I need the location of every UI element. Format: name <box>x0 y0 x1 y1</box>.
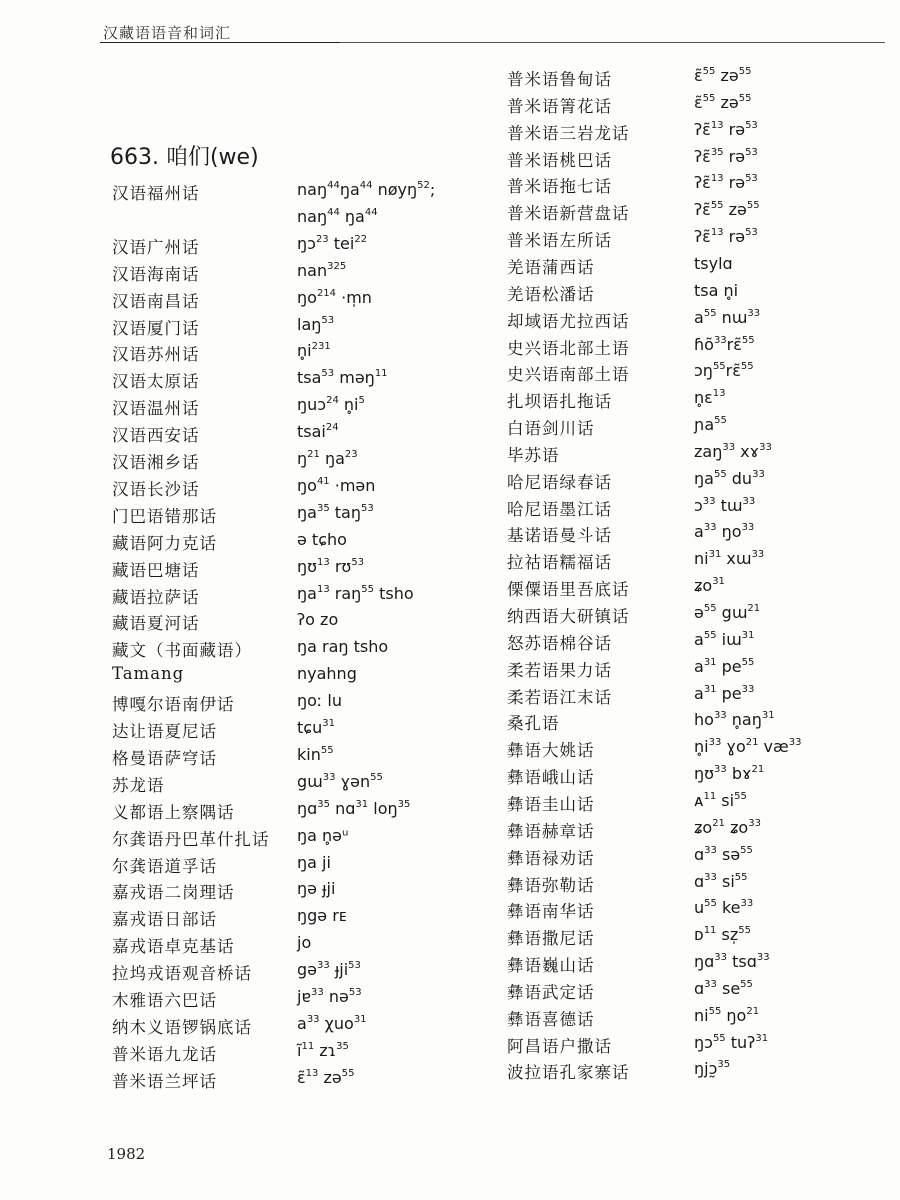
ipa-form: gə$^{33}$ ɟji$^{53}$ <box>297 960 361 980</box>
right-column <box>507 66 887 1116</box>
ipa-form: $a^{55}$ iɯ$^{31}$ <box>694 629 755 649</box>
ipa-form: ᴅ$^{11}$ sz̩$^{55}$ <box>694 925 751 945</box>
ipa-form: ŋʊ$^{33}$ bɤ$^{21}$ <box>694 764 765 784</box>
ipa-form: $naŋ^{44}ŋa^{44}$ nøyŋ$^{52}$; <box>297 180 436 199</box>
language-name: 普米语箐花话 <box>507 96 612 116</box>
language-name: 毕苏语 <box>507 445 560 465</box>
language-name: 嘉戎语卓克基话 <box>112 937 235 957</box>
ipa-form: $ŋa^{35}$ taŋ$^{53}$ <box>297 502 374 522</box>
ipa-form: ɛ̃$^{55}$ zə$^{55}$ <box>694 92 752 112</box>
ipa-form: $ŋ^{21}$ $ŋa^{23}$ <box>297 449 358 468</box>
running-head: 汉藏语语音和词汇 <box>103 24 232 42</box>
ipa-form: ɑ$^{33}$ $se^{55}$ <box>694 978 753 998</box>
language-name: 汉语广州话 <box>112 237 200 257</box>
language-name: 彝语撒尼话 <box>507 929 595 949</box>
ipa-form: tɕu$^{31}$ <box>297 718 335 737</box>
ipa-form: ɑ$^{33}$ $si^{55}$ <box>694 871 748 891</box>
language-name: 彝语南华话 <box>507 902 595 922</box>
ipa-form: ɦõ$^{33}$rɛ̃$^{55}$ <box>694 334 755 354</box>
ipa-form: $ŋa^{55}$ $du^{33}$ <box>694 468 765 488</box>
language-name: 却域语尤拉西话 <box>507 311 630 331</box>
ipa-form: $a^{31}$ $pe^{33}$ <box>694 683 755 703</box>
language-name: 汉语湘乡话 <box>112 453 200 472</box>
ipa-form: $ni^{31}$ xɯ$^{33}$ <box>694 549 765 569</box>
language-name: 普米语桃巴话 <box>507 150 612 170</box>
ipa-form: ŋa n̥əᵘ <box>297 825 349 845</box>
header-rule-accent <box>100 42 340 43</box>
ipa-form: ŋjɔ̰$^{35}$ <box>694 1059 731 1079</box>
language-name: 史兴语南部土语 <box>507 365 630 385</box>
language-name: 基诺语曼斗话 <box>507 526 612 546</box>
language-name: 格曼语萨穹话 <box>112 748 217 768</box>
language-name: 彝语峨山话 <box>507 768 595 788</box>
language-name: 傈僳语里吾底话 <box>507 580 630 600</box>
ipa-form: ɛ̃$^{55}$ zə$^{55}$ <box>694 66 752 85</box>
language-name: 拉坞戎语观音桥话 <box>112 964 252 984</box>
ipa-form: ŋuɔ$^{24}$ $n̥i^5$ <box>297 395 365 415</box>
language-name: 藏语巴塘话 <box>112 560 200 580</box>
language-name: 汉语南昌话 <box>112 291 200 311</box>
ipa-form: kin$^{55}$ <box>297 744 334 764</box>
ipa-form: ŋɑ$^{33}$ tsɑ$^{33}$ <box>694 952 770 972</box>
language-name: 苏龙语 <box>112 775 165 795</box>
language-name: 汉语温州话 <box>112 399 200 419</box>
language-name: 普米语九龙话 <box>112 1044 217 1064</box>
language-name: 普米语三岩龙话 <box>507 123 630 143</box>
page-number: 1982 <box>107 1145 146 1163</box>
ipa-form: jo <box>297 933 312 953</box>
ipa-form: ɑ$^{33}$ sə$^{55}$ <box>694 844 753 864</box>
ipa-form: ɔŋ$^{55}$rɛ̃$^{55}$ <box>694 361 754 381</box>
language-name: 藏文（书面藏语） <box>112 641 252 661</box>
language-name: 怒苏语棉谷话 <box>507 633 612 653</box>
ipa-form: $ŋo^{214}$ ·m̩n <box>297 287 372 307</box>
language-name: 彝语巍山话 <box>507 956 595 976</box>
language-name: 汉语海南话 <box>112 264 200 284</box>
ipa-form: $ĩ^{11}$ zɿ$^{35}$ <box>297 1040 349 1060</box>
language-name: 波拉语孔家寨话 <box>507 1063 630 1083</box>
ipa-form: tsylɑ <box>694 253 733 273</box>
language-name: 普米语拖七话 <box>507 177 612 197</box>
ipa-form: ə tɕho <box>297 529 347 549</box>
ipa-form: jɐ$^{33}$ nə$^{53}$ <box>297 987 362 1006</box>
ipa-form: ʔɛ̃$^{55}$ zə$^{55}$ <box>694 200 760 220</box>
ipa-form: ɛ̃$^{13}$ zə$^{55}$ <box>297 1067 355 1087</box>
language-name: 普米语鲁甸话 <box>507 70 612 89</box>
ipa-form: ŋɔ$^{23}$ tei$^{22}$ <box>297 233 368 253</box>
language-name: 汉语福州话 <box>112 184 200 203</box>
ipa-form: $a^{33}$ χuo$^{31}$ <box>297 1013 367 1033</box>
language-name: 义都语上察隅话 <box>112 802 235 822</box>
left-column <box>112 180 472 1120</box>
language-name: 木雅语六巴话 <box>112 991 217 1010</box>
language-name: 汉语太原话 <box>112 372 200 392</box>
language-name: 纳西语大研镇话 <box>507 607 630 626</box>
ipa-form: ʔɛ̃$^{13}$ rə$^{53}$ <box>694 173 758 193</box>
language-name: 藏语拉萨话 <box>112 587 200 607</box>
language-name: 纳木义语锣锅底话 <box>112 1017 252 1037</box>
language-name: 彝语禄劝话 <box>507 848 595 868</box>
ipa-form: tsa n̥i <box>694 280 739 300</box>
ipa-form: ʔɛ̃$^{35}$ rə$^{53}$ <box>694 146 758 166</box>
ipa-form: $a^{55}$ nɯ$^{33}$ <box>694 307 761 327</box>
ipa-form: nyahng <box>297 664 357 684</box>
ipa-form: $n̥i^{33}$ ɣo$^{21}$ $væ^{33}$ <box>694 737 802 757</box>
ipa-form: $ŋo^{41}$ ·mən <box>297 475 376 495</box>
language-name: 彝语武定话 <box>507 982 595 1002</box>
ipa-form: tsai$^{24}$ <box>297 422 339 442</box>
ipa-form: $n̥i^{231}$ <box>297 341 331 361</box>
language-name: 尔龚语丹巴革什扎话 <box>112 829 270 849</box>
language-name: 博嘎尔语南伊话 <box>112 695 235 715</box>
language-name: 阿昌语户撒话 <box>507 1036 612 1056</box>
ipa-form: $a^{33}$ $ŋo^{33}$ <box>694 522 755 542</box>
language-name: 彝语圭山话 <box>507 794 595 814</box>
ipa-form: ə$^{55}$ gɯ$^{21}$ <box>694 603 761 622</box>
language-name: 汉语苏州话 <box>112 345 200 365</box>
ipa-form: $a^{31}$ $pe^{55}$ <box>694 656 755 676</box>
language-name: Tamang <box>112 664 185 684</box>
language-name: 藏语阿力克话 <box>112 533 217 553</box>
ipa-form: ᴀ$^{11}$ $si^{55}$ <box>694 790 747 810</box>
ipa-form: tsa$^{53}$ məŋ$^{11}$ <box>297 368 388 388</box>
language-name: 哈尼语绿春话 <box>507 472 612 492</box>
language-name: 汉语厦门话 <box>112 318 200 338</box>
language-name: 嘉戎语日部话 <box>112 910 217 930</box>
language-name: 彝语喜德话 <box>507 1009 595 1029</box>
ipa-form: ŋɔ$^{55}$ tuʔ$^{31}$ <box>694 1032 769 1052</box>
entry-title: 663. 咱们(we) <box>110 145 259 170</box>
language-name: 扎坝语扎拖话 <box>507 392 612 412</box>
language-name: 嘉戎语二岗理话 <box>112 883 235 903</box>
ipa-form: ŋoː lu <box>297 691 342 711</box>
language-name: 羌语松潘话 <box>507 284 595 304</box>
ipa-form: ɔ$^{33}$ tɯ$^{33}$ <box>694 495 756 515</box>
language-name: 拉祜语糯福话 <box>507 553 612 573</box>
ipa-form: $ho^{33}$ $n̥aŋ^{31}$ <box>694 710 775 730</box>
language-name: 普米语左所话 <box>507 231 612 251</box>
language-name: 藏语夏河话 <box>112 614 200 634</box>
language-name: 哈尼语墨江话 <box>507 499 612 519</box>
language-name: 桑孔语 <box>507 714 560 734</box>
language-name: 柔若语果力话 <box>507 660 612 680</box>
ipa-form: $ni^{55}$ $ŋo^{21}$ <box>694 1005 760 1025</box>
language-name: 普米语兰坪话 <box>112 1071 217 1091</box>
ipa-form: ŋa ji <box>297 852 331 872</box>
language-name: 尔龚语道孚话 <box>112 856 217 876</box>
language-name: 门巴语错那话 <box>112 506 217 526</box>
ipa-form: ŋa raŋ tsho <box>297 637 389 657</box>
language-name: 柔若语江末话 <box>507 687 612 707</box>
ipa-form: gɯ$^{33}$ ɣən$^{55}$ <box>297 771 383 791</box>
language-name: 羌语蒲西话 <box>507 257 595 277</box>
ipa-form: ɲa$^{55}$ <box>694 415 727 435</box>
language-name: 彝语赫章话 <box>507 821 595 841</box>
ipa-form: zaŋ$^{33}$ xɤ$^{33}$ <box>694 441 772 461</box>
language-name: 达让语夏尼话 <box>112 722 217 741</box>
ipa-form: nan$^{325}$ <box>297 260 347 280</box>
language-name: 白语剑川话 <box>507 419 595 439</box>
language-name: 彝语弥勒话 <box>507 875 595 895</box>
ipa-form: ŋɑ$^{35}$ nɑ$^{31}$ loŋ$^{35}$ <box>297 798 411 818</box>
ipa-form: $ŋa^{13}$ raŋ$^{55}$ tsho <box>297 583 414 603</box>
ipa-form: ʔɛ̃$^{13}$ rə$^{53}$ <box>694 227 758 247</box>
language-name: 汉语西安话 <box>112 426 200 446</box>
language-name: 普米语新营盘话 <box>507 204 630 224</box>
language-name: 彝语大姚话 <box>507 741 595 761</box>
language-name: 汉语长沙话 <box>112 479 200 499</box>
language-name: 史兴语北部土语 <box>507 338 630 358</box>
ipa-form: ŋgə rᴇ <box>297 906 347 926</box>
ipa-form: ʔɛ̃$^{13}$ rə$^{53}$ <box>694 119 758 139</box>
ipa-form: ŋʊ$^{13}$ rʊ$^{53}$ <box>297 556 365 576</box>
ipa-form: ʔo zo <box>297 610 339 630</box>
ipa-form: n̥ɛ$^{13}$ <box>694 388 726 408</box>
ipa-form: ŋə ɟji <box>297 879 336 899</box>
ipa-form: $u^{55}$ $ke^{33}$ <box>694 898 754 918</box>
ipa-form: ʑo$^{21}$ ʑo$^{33}$ <box>694 817 761 837</box>
ipa-form: ʑo$^{31}$ <box>694 576 725 596</box>
ipa-form: naŋ$^{44}$ $ŋa^{44}$ <box>297 206 378 226</box>
ipa-form: laŋ$^{53}$ <box>297 314 335 334</box>
